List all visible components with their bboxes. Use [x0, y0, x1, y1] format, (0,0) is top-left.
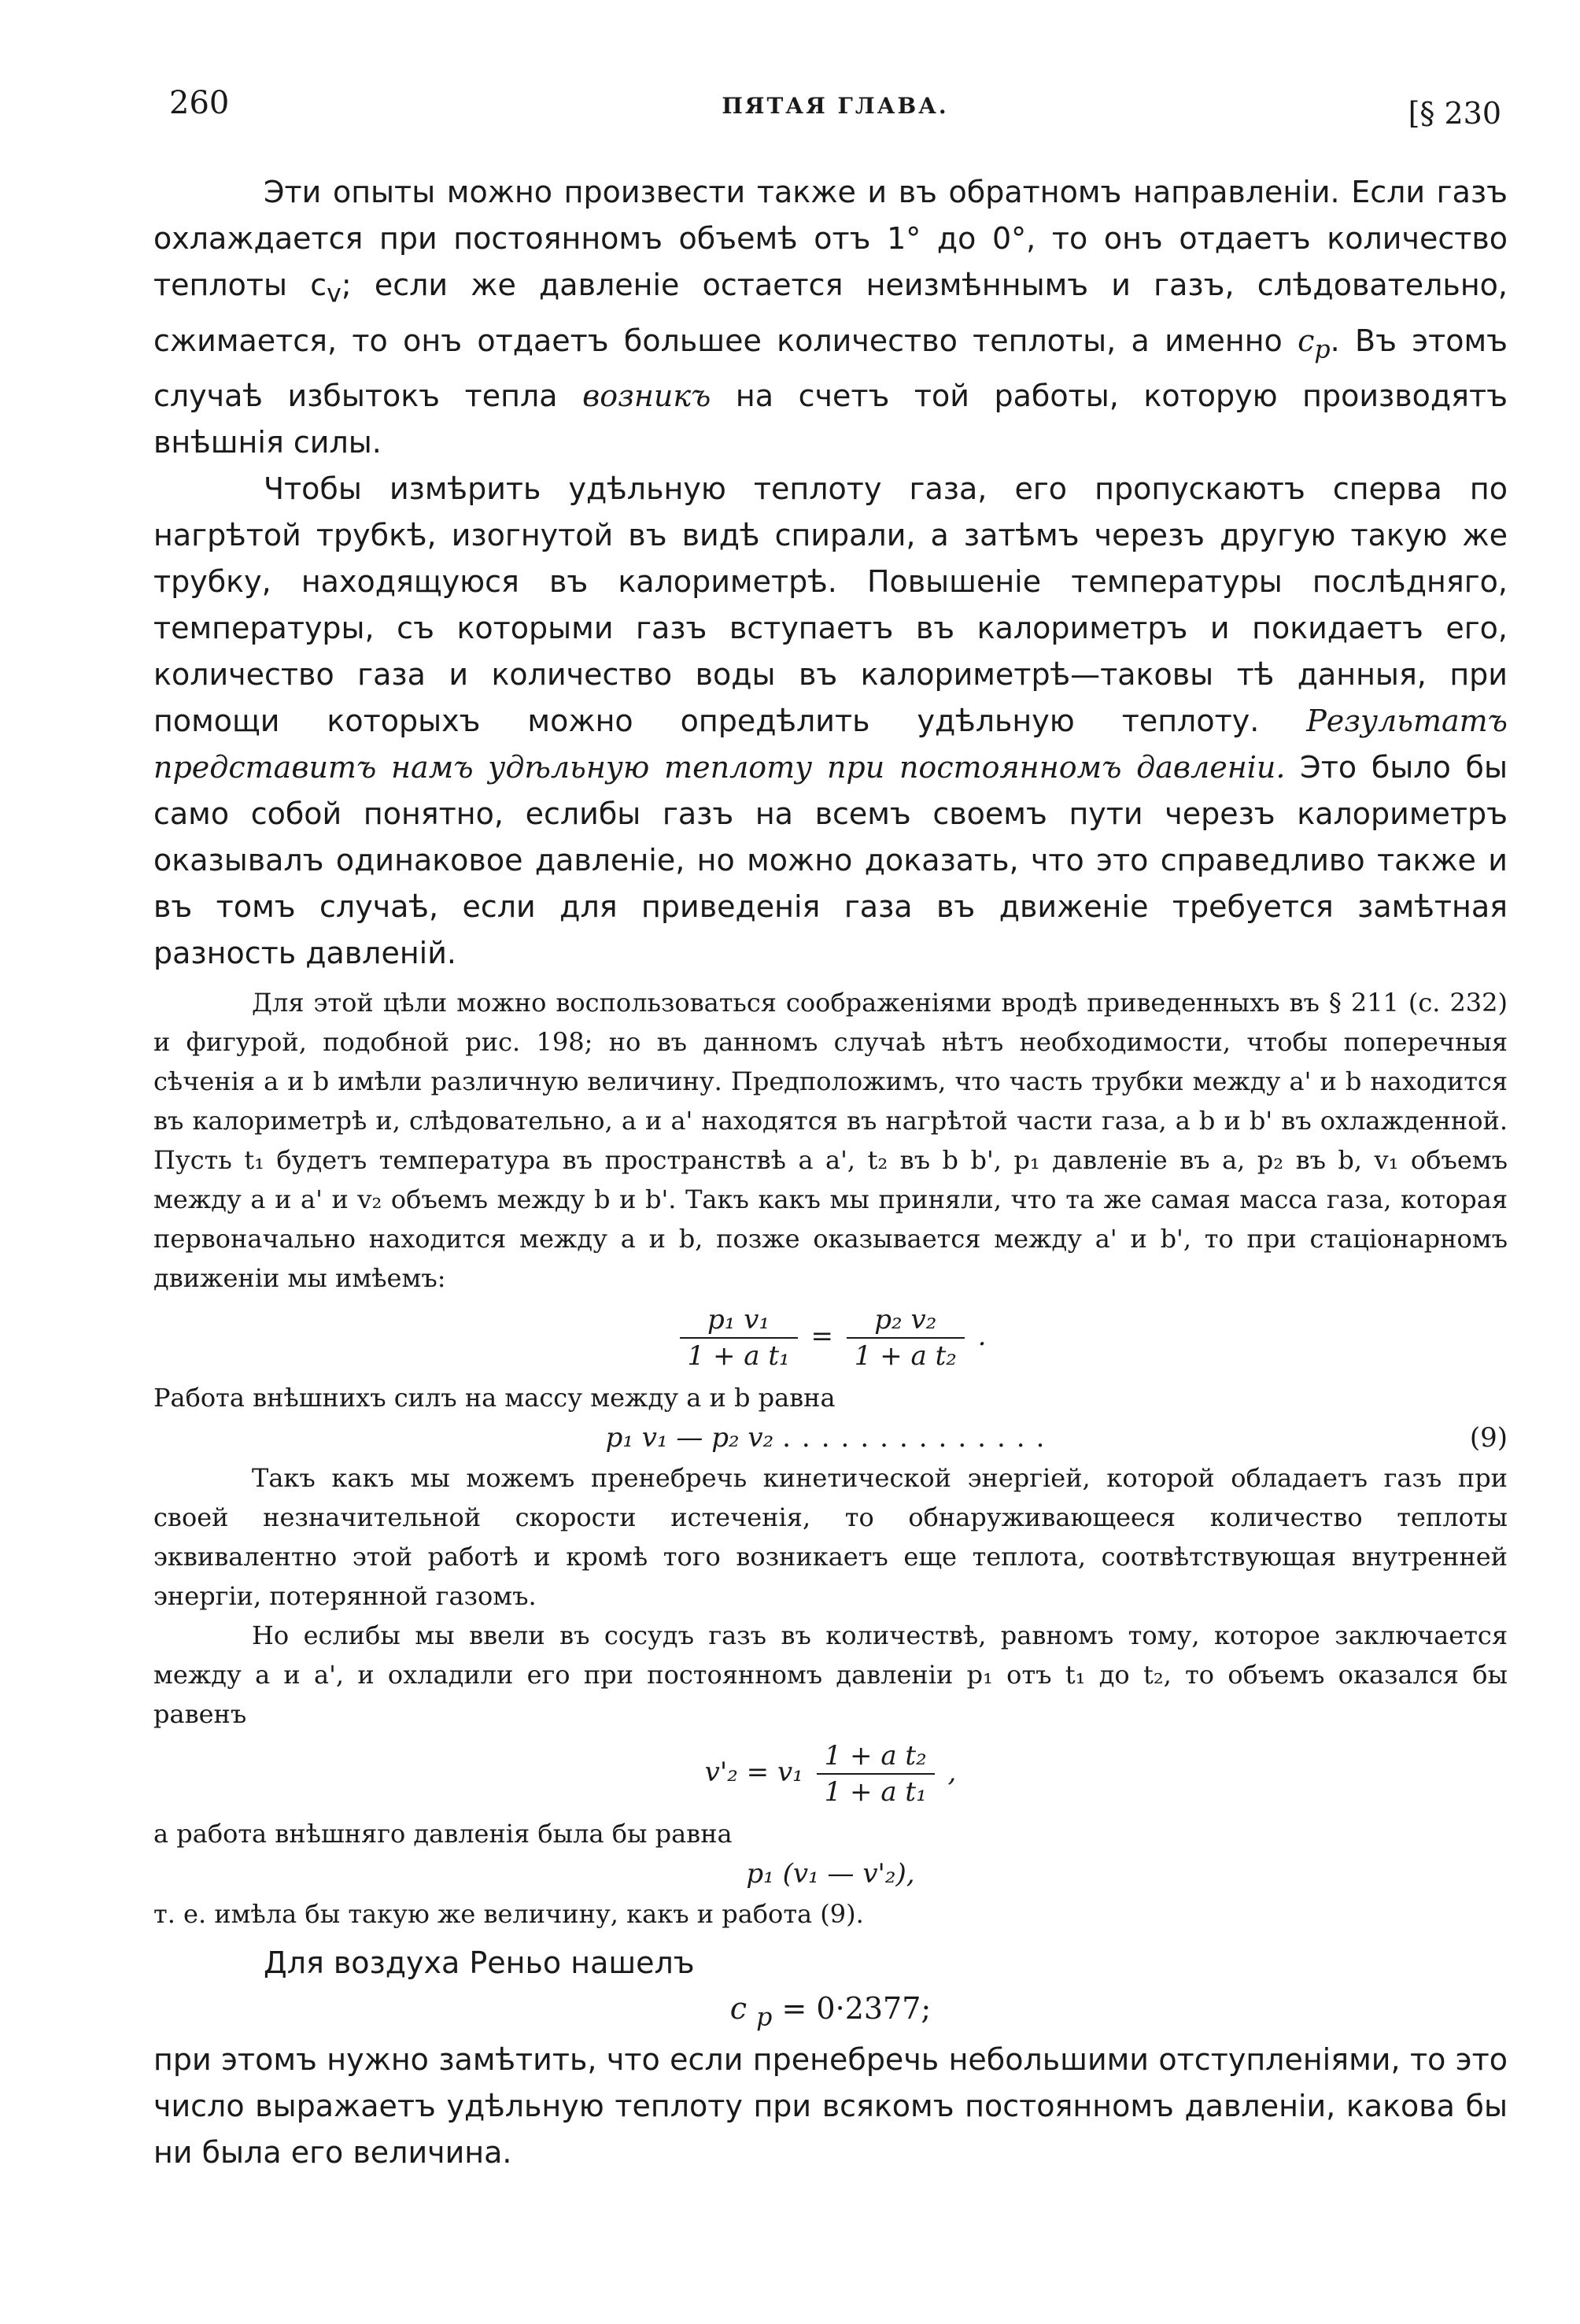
paragraph-work-external: Работа внѣшнихъ силъ на массу между a и b равна: [153, 1383, 836, 1413]
paragraph-pressure-work: а работа внѣшняго давленія была бы равна: [153, 1819, 733, 1849]
paragraph-conclusion: при этомъ нужно замѣтить, что если пренебречь небольшими отступленіями, то это число выражаетъ удѣльную теплоту при всякомъ постоянномъ давленіи, какова бы ни была его величина.: [153, 2041, 1508, 2170]
paragraph-kinetic-energy: Такъ какъ мы можемъ пренебречь кинетической энергіей, которой обладаетъ газъ при своей незначительной скорости истеченія, то обнаруживающееся количество теплоты эквивалентно этой работѣ и кромѣ того возникаетъ еще теплота, соотвѣтствующая внутренней энергіи, потерянной газомъ.: [153, 1463, 1508, 1612]
formula-work-9: p₁ v₁ — p₂ v₂ .............. (9): [605, 1422, 1508, 1454]
paragraph-regnault: Для воздуха Реньо нашелъ: [264, 1945, 695, 1981]
formula-pressure-work: p₁ (v₁ — v'₂),: [746, 1858, 915, 1890]
paragraph-small-derivation: Для этой цѣли можно воспользоваться соображеніями вродѣ приведенныхъ въ § 211 (с. 232) и фигурой, подобной рис. 198; но въ данномъ случаѣ нѣтъ необходимости, чтобы поперечныя сѣченія a и b имѣли различную величину. Предположимъ, что часть трубки между a' и b находится въ калориметрѣ и, слѣдовательно, a и a' находятся въ нагрѣтой части газа, a b и b' въ охлажденной. Пусть t₁ будетъ температура въ пространствѣ a a', t₂ въ b b', p₁ давленіе въ a, p₂ въ b, v₁ объемъ между a и a' и v₂ объемъ между b и b'. Такъ какъ мы приняли, что та же самая масса газа, которая первоначально находится между a и b, позже оказывается между a' и b', то при стаціонарномъ движеніи мы имѣемъ:: [153, 988, 1508, 1294]
page-body: [153, 169, 1508, 2176]
paragraph-measurement: Чтобы измѣрить удѣльную теплоту газа, его пропускаютъ сперва по нагрѣтой трубкѣ, изогнутой въ видѣ спирали, а затѣмъ черезъ другую такую же трубку, находящуюся въ калориметрѣ. Повышеніе температуры послѣдняго, температуры, съ которыми газъ вступаетъ въ калориметръ и покидаетъ его, количество газа и количество воды въ калориметрѣ—таковы тѣ данныя, при помощи которыхъ можно опредѣлить удѣльную теплоту. Результатъ представитъ намъ удѣльную теплоту при постоянномъ давленіи. Это было бы само собой понятно, еслибы газъ на всемъ своемъ пути черезъ калориметръ оказывалъ одинаковое давленіе, но можно доказать, что это справедливо также и въ томъ случаѣ, если для приведенія газа въ движеніе требуется замѣтная разность давленій.: [153, 471, 1508, 971]
formula-state-equation: $\frac{\text{p₁ v₁}}{\text{1 + a t₁}}$ = $\frac{\text{p₂ v₂}}{\text{1 + a t₂}}$ .: [153, 1302, 1508, 1373]
paragraph-reverse-experiment: Эти опыты можно произвести также и въ обратномъ направленіи. Если газъ охлаждается при постоянномъ объемѣ отъ 1° до 0°, то онъ отдаетъ количество теплоты $c_v$; если же давленіе остается неизмѣннымъ и газъ, слѣдовательно, сжимается, то онъ отдаетъ большее количество теплоты, а именно $c_p$. Въ этомъ случаѣ избытокъ тепла возникъ на счетъ той работы, которую производятъ внѣшнія силы.: [153, 175, 1508, 460]
section-number: [§ 230: [1408, 96, 1501, 131]
page-number: 260: [169, 85, 230, 121]
paragraph-volume: Но еслибы мы ввели въ сосудъ газъ въ количествѣ, равномъ тому, которое заключается между a и a', и охладили его при постоянномъ давленіи p₁ отъ t₁ до t₂, то объемъ оказался бы равенъ: [153, 1620, 1508, 1730]
formula-volume: v'₂ = v₁ $\frac{\text{1 + a t₂}}{\text{1 + a t₁}}$ ,: [704, 1740, 957, 1809]
equation-number: (9): [1469, 1422, 1508, 1454]
paragraph-same-value: т. е. имѣла бы такую же величину, какъ и работа (9).: [153, 1899, 864, 1930]
page-header: [169, 85, 1501, 131]
running-title: ПЯТАЯ ГЛАВА.: [722, 93, 949, 119]
formula-cp-value: c $_p$ = 0·2377;: [729, 1991, 932, 2032]
